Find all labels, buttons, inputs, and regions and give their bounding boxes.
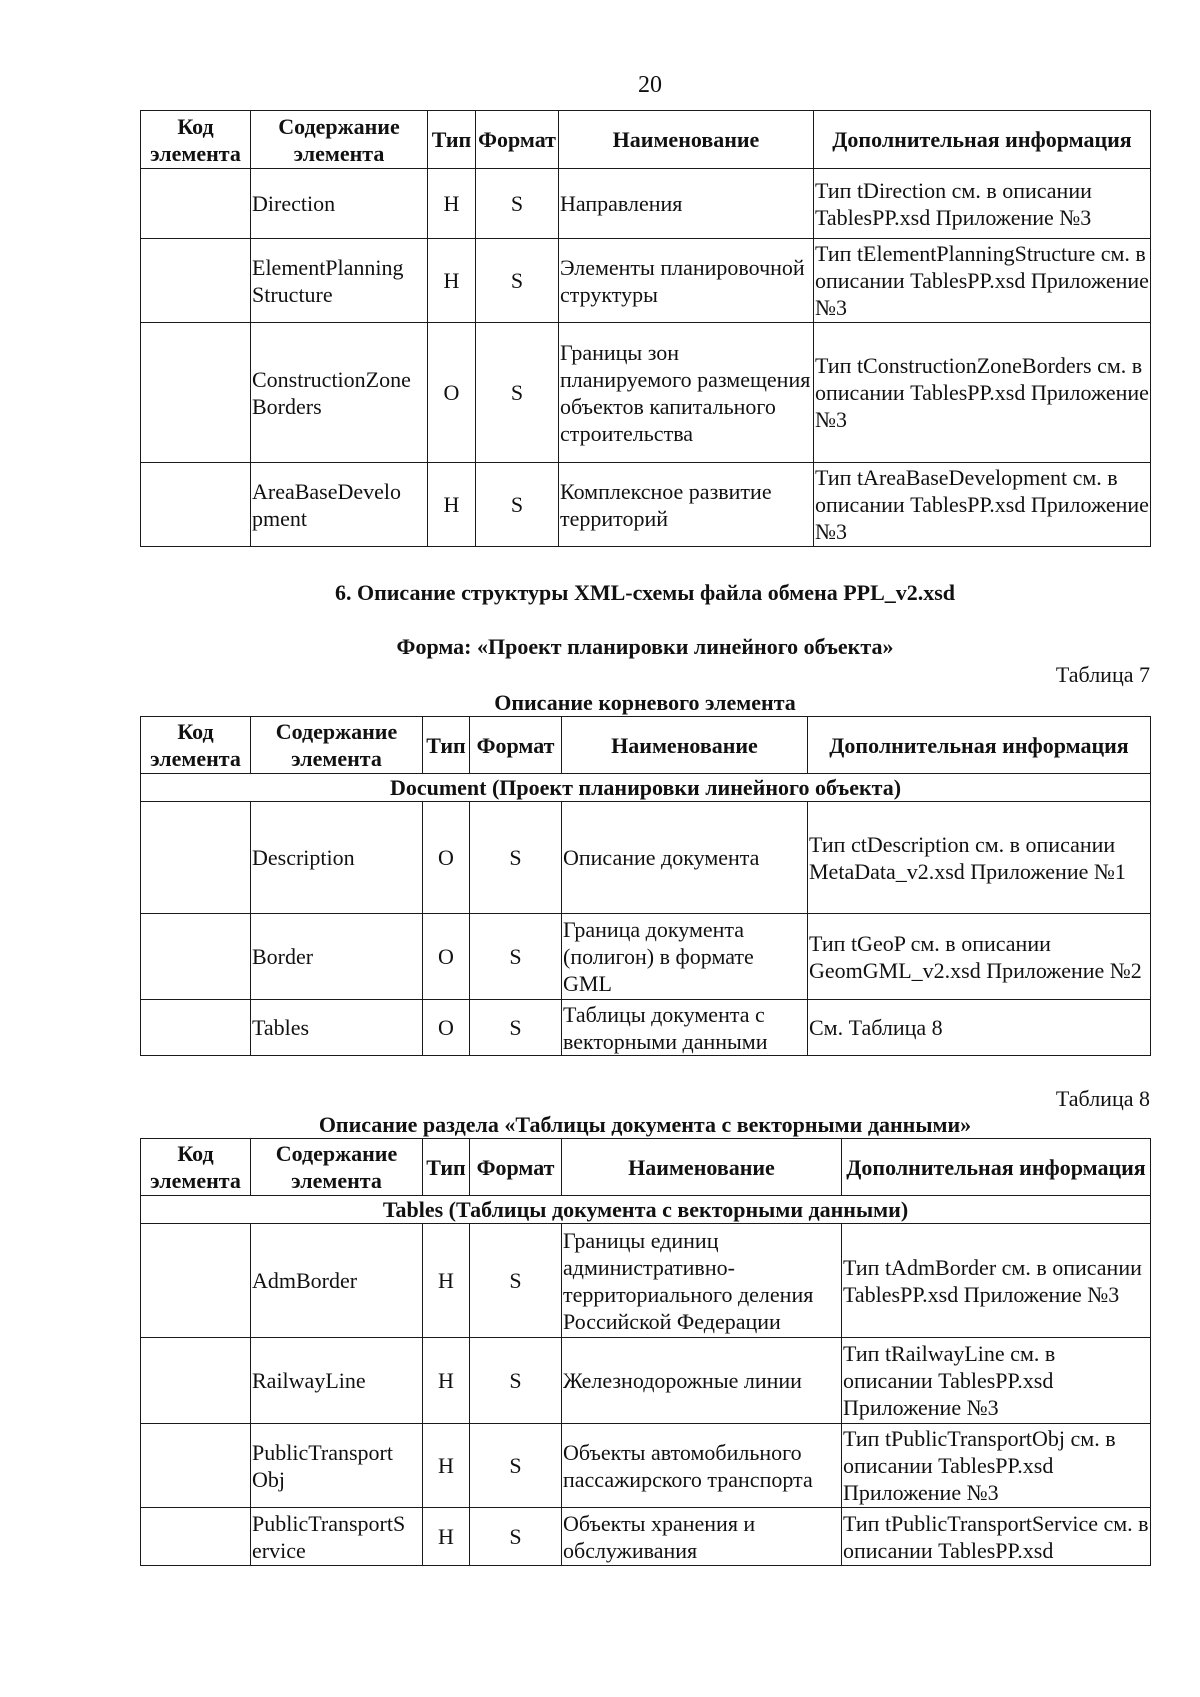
- cell-code: [141, 323, 251, 463]
- cell-name: Железнодорожные линии: [562, 1338, 842, 1424]
- cell-code: [141, 1224, 251, 1338]
- cell-code: [141, 1424, 251, 1508]
- cell-type: О: [423, 1000, 470, 1056]
- cell-type: О: [423, 802, 470, 914]
- cell-type: Н: [428, 239, 476, 323]
- cell-content: RailwayLine: [251, 1338, 423, 1424]
- cell-type: О: [428, 323, 476, 463]
- cell-content: ConstructionZone Borders: [251, 323, 428, 463]
- form-title: Форма: «Проект планировки линейного объекта»: [396, 634, 894, 659]
- cell-name: Элементы планировочной структуры: [559, 239, 814, 323]
- cell-code: [141, 802, 251, 914]
- cell-format: S: [476, 463, 559, 547]
- page-number: 20: [638, 72, 662, 98]
- cell-type: Н: [428, 169, 476, 239]
- header-content: Содержание элемента: [251, 717, 423, 774]
- header-name: Наименование: [562, 717, 808, 774]
- cell-code: [141, 914, 251, 1000]
- header-content: Содержание элемента: [251, 111, 428, 169]
- cell-format: S: [470, 1338, 562, 1424]
- cell-type: Н: [423, 1508, 470, 1566]
- cell-type: Н: [423, 1338, 470, 1424]
- header-info: Дополнительная информация: [808, 717, 1151, 774]
- table-header-row: [141, 1139, 1151, 1196]
- cell-format: S: [470, 1224, 562, 1338]
- cell-info: Тип tConstructionZoneBorders см. в описании TablesPP.xsd Приложение №3: [814, 323, 1151, 463]
- cell-content: AreaBaseDevelo pment: [251, 463, 428, 547]
- table-row: [141, 239, 1151, 323]
- table-row: [141, 1424, 1151, 1508]
- table-header-row: [141, 717, 1151, 774]
- table-continuation: [140, 110, 1151, 547]
- cell-content: ElementPlanning Structure: [251, 239, 428, 323]
- header-type: Тип: [423, 717, 470, 774]
- header-info: Дополнительная информация: [814, 111, 1151, 169]
- table-section-row: [141, 774, 1151, 802]
- section-row-label: Tables (Таблицы документа с векторными данными): [141, 1196, 1151, 1224]
- cell-format: S: [470, 1508, 562, 1566]
- table-header-row: [141, 111, 1151, 169]
- cell-info: Тип tGeoP см. в описании GeomGML_v2.xsd Приложение №2: [808, 914, 1151, 1000]
- cell-content: PublicTransportS ervice: [251, 1508, 423, 1566]
- table-row: [141, 1508, 1151, 1566]
- header-name: Наименование: [562, 1139, 842, 1196]
- cell-content: Description: [251, 802, 423, 914]
- cell-code: [141, 239, 251, 323]
- table-row: [141, 802, 1151, 914]
- header-format: Формат: [470, 717, 562, 774]
- cell-type: О: [423, 914, 470, 1000]
- cell-info: Тип tAreaBaseDevelopment см. в описании TablesPP.xsd Приложение №3: [814, 463, 1151, 547]
- table8-caption: Описание раздела «Таблицы документа с векторными данными»: [318, 1112, 972, 1137]
- cell-code: [141, 169, 251, 239]
- cell-format: S: [470, 914, 562, 1000]
- header-name: Наименование: [559, 111, 814, 169]
- header-code: Код элемента: [141, 1139, 251, 1196]
- cell-info: Тип ctDescription см. в описании MetaData_v2.xsd Приложение №1: [808, 802, 1151, 914]
- table-section-row: [141, 1196, 1151, 1224]
- cell-name: Объекты хранения и обслуживания: [562, 1508, 842, 1566]
- header-format: Формат: [476, 111, 559, 169]
- cell-info: Тип tDirection см. в описании TablesPP.xsd Приложение №3: [814, 169, 1151, 239]
- cell-name: Границы зон планируемого размещения объектов капитального строительства: [559, 323, 814, 463]
- cell-format: S: [470, 1424, 562, 1508]
- cell-code: [141, 1000, 251, 1056]
- header-type: Тип: [423, 1139, 470, 1196]
- header-type: Тип: [428, 111, 476, 169]
- table7: [140, 716, 1151, 1056]
- table-row: [141, 169, 1151, 239]
- cell-format: S: [476, 169, 559, 239]
- cell-format: S: [470, 802, 562, 914]
- cell-content: Direction: [251, 169, 428, 239]
- cell-type: Н: [423, 1424, 470, 1508]
- header-code: Код элемента: [141, 717, 251, 774]
- section-row-label: Document (Проект планировки линейного объекта): [141, 774, 1151, 802]
- table-row: [141, 914, 1151, 1000]
- cell-name: Описание документа: [562, 802, 808, 914]
- cell-code: [141, 1508, 251, 1566]
- cell-name: Объекты автомобильного пассажирского транспорта: [562, 1424, 842, 1508]
- cell-name: Граница документа (полигон) в формате GML: [562, 914, 808, 1000]
- cell-info: Тип tRailwayLine см. в описании TablesPP.xsd Приложение №3: [842, 1338, 1151, 1424]
- table7-caption: Описание корневого элемента: [494, 690, 796, 715]
- cell-format: S: [476, 323, 559, 463]
- table-row: [141, 1224, 1151, 1338]
- cell-content: Tables: [251, 1000, 423, 1056]
- table7-label: Таблица 7: [1055, 662, 1150, 687]
- table-row: [141, 323, 1151, 463]
- header-code: Код элемента: [141, 111, 251, 169]
- cell-name: Комплексное развитие территорий: [559, 463, 814, 547]
- cell-content: AdmBorder: [251, 1224, 423, 1338]
- table8-label: Таблица 8: [1055, 1086, 1150, 1111]
- cell-name: Направления: [559, 169, 814, 239]
- cell-type: Н: [423, 1224, 470, 1338]
- cell-format: S: [476, 239, 559, 323]
- cell-format: S: [470, 1000, 562, 1056]
- cell-code: [141, 1338, 251, 1424]
- section-title: 6. Описание структуры XML-схемы файла обмена PPL_v2.xsd: [334, 580, 956, 605]
- cell-name: Границы единиц административно-территориального деления Российской Федерации: [562, 1224, 842, 1338]
- cell-info: Тип tElementPlanningStructure см. в описании TablesPP.xsd Приложение №3: [814, 239, 1151, 323]
- header-info: Дополнительная информация: [842, 1139, 1151, 1196]
- cell-info: Тип tAdmBorder см. в описании TablesPP.xsd Приложение №3: [842, 1224, 1151, 1338]
- table-row: [141, 1338, 1151, 1424]
- cell-info: Тип tPublicTransportObj см. в описании TablesPP.xsd Приложение №3: [842, 1424, 1151, 1508]
- cell-content: PublicTransport Obj: [251, 1424, 423, 1508]
- header-format: Формат: [470, 1139, 562, 1196]
- header-content: Содержание элемента: [251, 1139, 423, 1196]
- cell-type: Н: [428, 463, 476, 547]
- cell-info: Тип tPublicTransportService см. в описании TablesPP.xsd: [842, 1508, 1151, 1566]
- table8: [140, 1138, 1151, 1566]
- table-row: [141, 1000, 1151, 1056]
- cell-info: См. Таблица 8: [808, 1000, 1151, 1056]
- table-row: [141, 463, 1151, 547]
- cell-name: Таблицы документа с векторными данными: [562, 1000, 808, 1056]
- cell-code: [141, 463, 251, 547]
- cell-content: Border: [251, 914, 423, 1000]
